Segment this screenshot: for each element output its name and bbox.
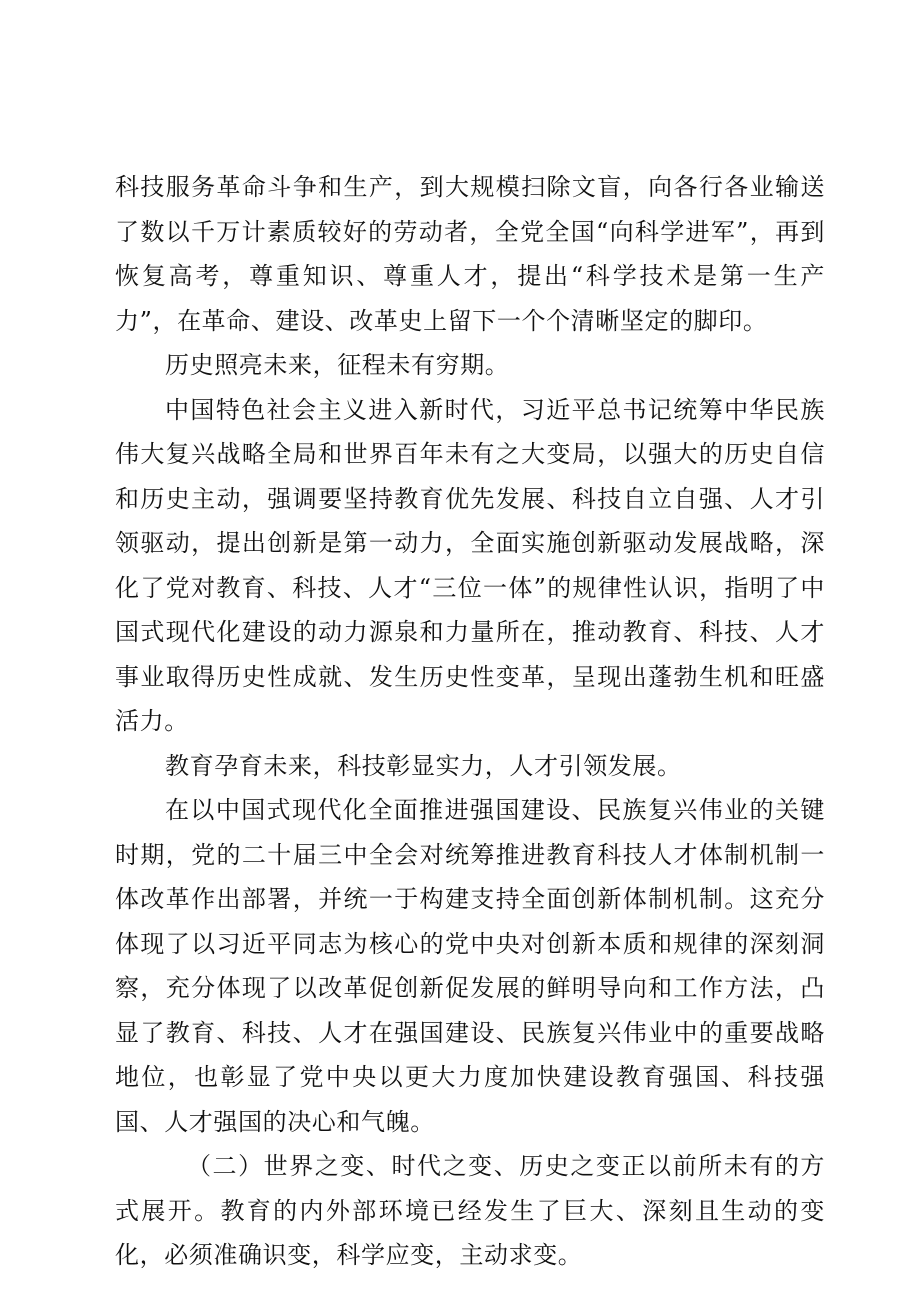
paragraph-education-future: 教育孕育未来，科技彰显实力，人才引领发展。: [165, 751, 682, 780]
paragraph-reform-deployment: 在以中国式现代化全面推进强国建设、民族复兴伟业的关键时期，党的二十届三中全会对统筹推进教育科技人才体制机制一体改革作出部署，并统一于构建支持全面创新体制机制。这充分体现了以习近平同志为核心的党中央对创新本质和规律的深刻洞察，充分体现了以改革促创新促发展的鲜明导向和工作方法，凸显了教育、科技、人才在强国建设、民族复兴伟业中的重要战略地位，也彰显了党中央以更大力度加快建设教育强国、科技强国、人才强国的决心和气魄。: [115, 796, 825, 1136]
body-text: [115, 165, 825, 1278]
paragraph-section-two: （二）世界之变、时代之变、历史之变正以前所未有的方式展开。教育的内外部环境已经发生了巨大、深刻且生动的变化，必须准确识变，科学应变，主动求变。: [115, 1152, 825, 1269]
paragraph-continuation: 科技服务革命斗争和生产，到大规模扫除文盲，向各行各业输送了数以千万计素质较好的劳动者，全党全国“向科学进军”，再到恢复高考，尊重知识、尊重人才，提出“科学技术是第一生产力”，在革命、建设、改革史上留下一个个清晰坚定的脚印。: [115, 173, 825, 335]
paragraph-history-future: 历史照亮未来，征程未有穷期。: [165, 351, 510, 379]
paragraph-new-era: 中国特色社会主义进入新时代，习近平总书记统筹中华民族伟大复兴战略全局和世界百年未有之大变局，以强大的历史自信和历史主动，强调要坚持教育优先发展、科技自立自强、人才引领驱动，提出创新是第一动力，全面实施创新驱动发展战略，深化了党对教育、科技、人才“三位一体”的规律性认识，指明了中国式现代化建设的动力源泉和力量所在，推动教育、科技、人才事业取得历史性成就、发生历史性变革，呈现出蓬勃生机和旺盛活力。: [115, 395, 825, 735]
